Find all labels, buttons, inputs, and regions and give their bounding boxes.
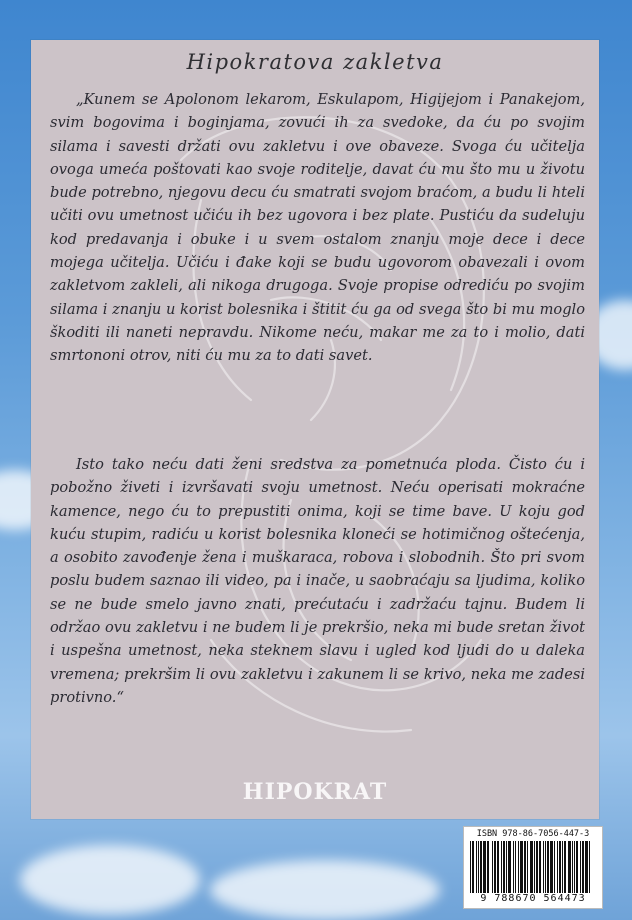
cloud-bottom-left (20, 845, 200, 915)
oath-paragraph-1: „Kunem se Apolonom lekarom, Eskulapom, Higijejom i Panakejom, svim bogovima i boginjama, zovući ih za svedoke, da ću po svojim silama i savesti držati ovu zakletvu i ove obaveze. Svoga ću učitelja ovoga umeća poštovati kao svoje roditelje, davat ću mu što mu u životu bude potrebno, njegovu decu ću smatrati svojom braćom, a budu li hteli učiti ovu umetnost učiću ih bez ugovora i bez plate. Pustiću da sudeluju kod predavanja i obuke i u svem ostalom znanju moje dece i dece mojega učitelja. Učiću i đake koji se budu ugovorom obavezali i ovom zakletvom zakleli, ali nikoga drugoga. Svoje propise odrediću po svojim silama i znanju u korist bolesnika i štitit ću ga od svega što bi mu moglo škoditi ili naneti nepravdu. Nikome neću, makar me za to i molio, dati smrtononi otrov, niti ću mu za to dati savet. (50, 91, 585, 365)
isbn-label: ISBN 978-86-7056-447-3 (476, 829, 590, 839)
oath-paragraph-2: Isto tako neću dati ženi sredstva za pometnuća ploda. Čisto ću i pobožno živeti i izvršavati svoju umetnost. Neću operisati mokraćne kamence, nego ću to prepustiti onima, koji se time bave. U koju god kuću stupim, radiću u korist bolesnika kloneći se hotimičnog oštećenja, a osobito zavođenje žena i muškaraca, robova i slobodnih. Što pri svom poslu budem saznao ili video, pa i inače, u saobraćaju sa ljudima, koliko se ne bude smelo javno znati, prećutaću i zadržaću tajnu. Budem li održao ovu zakletvu i ne budem li je prekršio, neka mi bude sretan život i uspešna umetnost, neka steknem slavu i ugled kod ljudi do u daleka vremena; prekršim li ovu zakletvu i zakunem li se krivo, neka me zadesi protivno.“ (50, 456, 585, 706)
isbn-barcode (463, 826, 603, 909)
page-title: Hipokratova zakletva (186, 50, 444, 74)
ean-digits: 9 788670 564473 (480, 893, 586, 904)
cloud-bottom-mid (210, 860, 440, 920)
text-panel (31, 40, 599, 819)
hipokrat-watermark-label: HIPOKRAT (242, 779, 388, 805)
barcode-bars (470, 841, 596, 893)
